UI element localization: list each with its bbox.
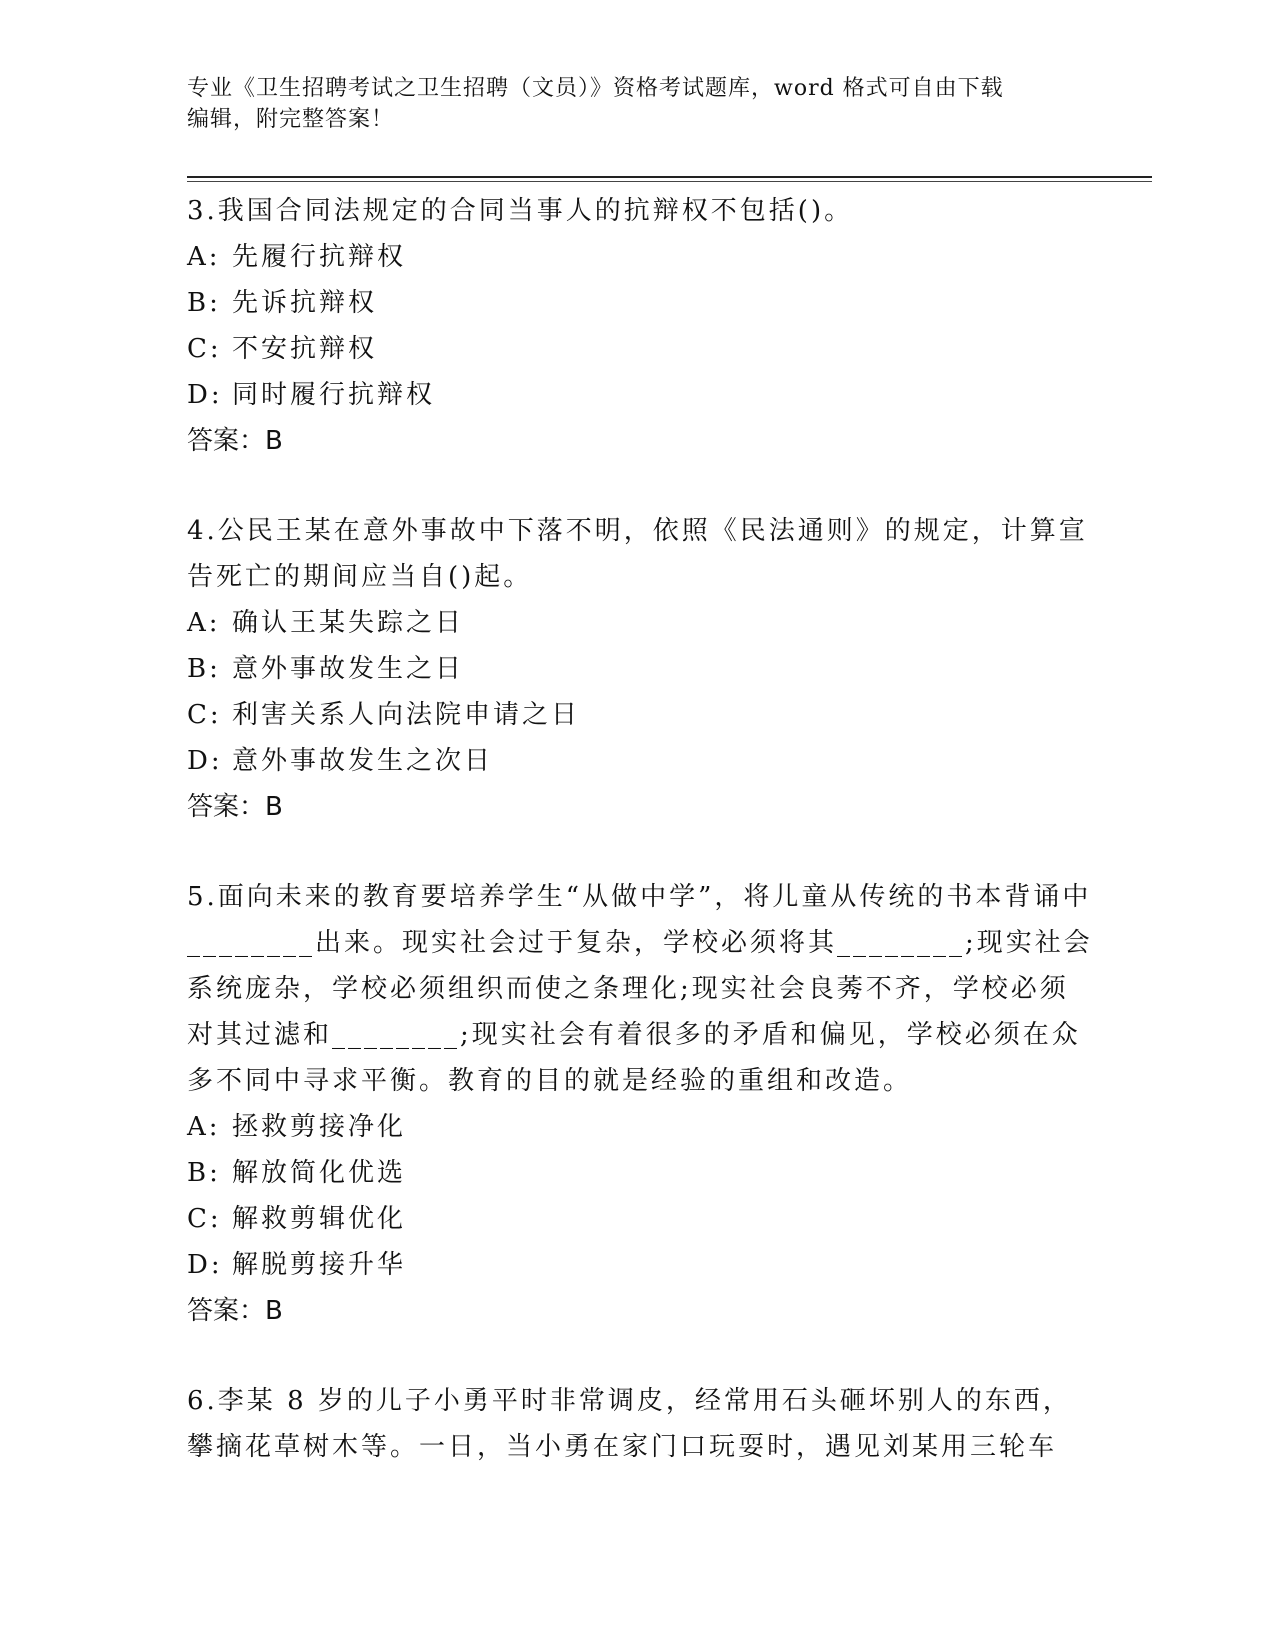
header-line-2: 编辑，附完整答案！: [187, 107, 395, 132]
header-rule-thick: [187, 176, 1152, 178]
option-key: B:: [187, 654, 221, 684]
option-text: 先履行抗辩权: [232, 242, 407, 272]
question-stem: 5.面向未来的教育要培养学生“从做中学”，将儿童从传统的书本背诵中________出来。现实社会过于复杂，学校必须将其________;现实社会系统庞杂，学校必须组织而使之条理化;现实社会良莠不齐，学校必须对其过滤和________;现实社会有着很多的矛盾和偏见，学校必须在众多不同中寻求平衡。教育的目的就是经验的重组和改造。: [187, 882, 1093, 1096]
option-a: [187, 234, 1097, 280]
option-text: 意外事故发生之次日: [232, 746, 494, 776]
option-key: D:: [187, 1250, 223, 1280]
question-5: [187, 874, 1097, 1334]
option-key: B:: [187, 288, 221, 318]
option-a: [187, 600, 1097, 646]
question-stem: 6.李某 8 岁的儿子小勇平时非常调皮，经常用石头砸坏别人的东西，攀摘花草树木等。一日，当小勇在家门口玩耍时，遇见刘某用三轮车: [187, 1386, 1072, 1462]
option-key: C:: [187, 334, 222, 364]
option-text: 利害关系人向法院申请之日: [232, 700, 581, 730]
header-rule-thin: [187, 181, 1152, 182]
option-key: C:: [187, 1204, 222, 1234]
answer-line: 答案：B: [187, 792, 283, 822]
question-stem: 4.公民王某在意外事故中下落不明，依照《民法通则》的规定，计算宣告死亡的期间应当自()起。: [187, 516, 1088, 592]
option-a: [187, 1104, 1097, 1150]
document-header: [187, 73, 1087, 135]
option-text: 解脱剪接升华: [232, 1250, 407, 1280]
option-c: [187, 1196, 1097, 1242]
option-text: 解救剪辑优化: [232, 1204, 407, 1234]
option-text: 先诉抗辩权: [232, 288, 378, 318]
header-line-1: 专业《卫生招聘考试之卫生招聘（文员）》资格考试题库，word 格式可自由下载: [187, 76, 1004, 101]
answer-line: 答案：B: [187, 1296, 283, 1326]
option-d: [187, 1242, 1097, 1288]
option-d: [187, 738, 1097, 784]
option-b: [187, 646, 1097, 692]
question-3: [187, 188, 1097, 464]
option-text: 意外事故发生之日: [232, 654, 465, 684]
option-key: D:: [187, 380, 223, 410]
option-b: [187, 280, 1097, 326]
question-6: [187, 1378, 1097, 1470]
option-c: [187, 692, 1097, 738]
question-4: [187, 508, 1097, 830]
option-key: A:: [187, 1112, 221, 1142]
option-d: [187, 372, 1097, 418]
option-text: 解放简化优选: [232, 1158, 407, 1188]
option-b: [187, 1150, 1097, 1196]
answer-line: 答案：B: [187, 426, 283, 456]
option-text: 同时履行抗辩权: [232, 380, 436, 410]
option-text: 不安抗辩权: [232, 334, 378, 364]
option-key: B:: [187, 1158, 221, 1188]
question-stem: 3.我国合同法规定的合同当事人的抗辩权不包括()。: [187, 196, 854, 226]
question-list: [187, 188, 1097, 1514]
option-text: 确认王某失踪之日: [232, 608, 465, 638]
option-key: D:: [187, 746, 223, 776]
option-key: A:: [187, 608, 221, 638]
option-key: C:: [187, 700, 222, 730]
option-key: A:: [187, 242, 221, 272]
option-c: [187, 326, 1097, 372]
option-text: 拯救剪接净化: [232, 1112, 407, 1142]
